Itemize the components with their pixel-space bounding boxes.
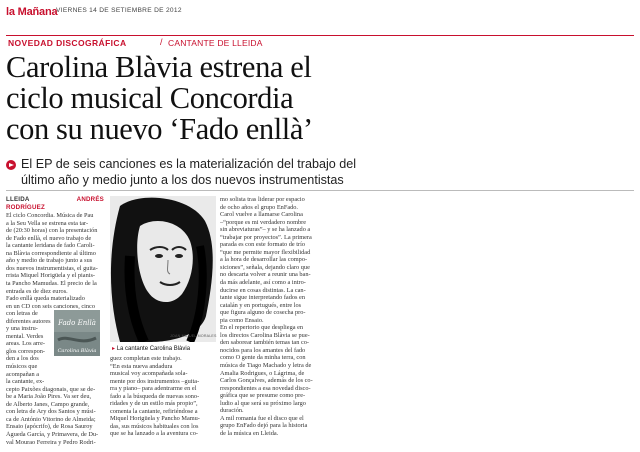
article-line: den a los dos <box>6 355 39 363</box>
article-line: ridades y de un estilo más propio”, <box>110 400 198 408</box>
article-line: la cantante, ex- <box>6 378 45 386</box>
article-line: ducirse en cosas distintas. La can- <box>220 286 306 294</box>
article-line: En el repertorio que despliega en <box>220 324 304 332</box>
article-line: de ocho años el grupo EnFado. <box>220 203 298 211</box>
article-line: Fado enllà queda materializado <box>6 295 85 303</box>
portrait-image <box>110 196 216 342</box>
article-line: areas. Los arre- <box>6 340 45 348</box>
article-line: gráfica que se presume como pre- <box>220 392 306 400</box>
deck-line: último año y medio junto a los dos nuevos instrumentistas <box>21 172 344 187</box>
article-line: –“porque es mi verdadero nombre <box>220 218 307 226</box>
article-line: acompañan a <box>6 370 40 378</box>
article-line: El ciclo Concordia. Música de Pau <box>6 212 94 220</box>
article-line: comenta la cantante, refiriéndose a <box>110 407 198 415</box>
caption-text: La cantante Carolina Blàvia <box>116 346 191 352</box>
dateline: VIERNES 14 DE SETIEMBRE DE 2012 <box>56 7 182 14</box>
caption-arrow-icon: ▸ <box>112 346 116 352</box>
article-line: ca de António Vitorino de Almeida; <box>6 415 96 423</box>
newspaper-logo: la Mañana <box>6 6 58 18</box>
photo-caption <box>112 345 190 352</box>
headline-line: Carolina Blàvia estrena el <box>6 50 312 84</box>
byline-city: LLEIDA <box>6 196 30 203</box>
article-line: “En esta nueva andadura <box>110 362 173 370</box>
article-line: “que me permite mayor flexibilidad <box>220 248 311 256</box>
article-line: de la música en Lleida. <box>220 429 279 437</box>
photo-credit: JOAN MIQUEL MORALES <box>170 334 217 338</box>
section-subtitle: CANTANTE DE LLEIDA <box>168 38 263 48</box>
article-line: da más adelante, así como a intro- <box>220 279 306 287</box>
artist-photo <box>110 196 216 342</box>
article-line: siciones”, señala, dejando claro que <box>220 263 310 271</box>
column-body <box>110 355 215 438</box>
deck <box>6 157 634 189</box>
article-line: que figura alguno de cosecha pro- <box>220 309 306 317</box>
section-kicker: NOVEDAD DISCOGRÁFICA <box>8 38 127 48</box>
article-line: A mil romania fue el disco que el <box>220 414 304 422</box>
byline-author: ANDRÉS RODRÍGUEZ <box>6 196 104 211</box>
article-line: Carol vuelve a llamarse Carolina <box>220 211 303 219</box>
article-line: la cantante leridana de fado Caroli- <box>6 242 95 250</box>
article-line: los directos Carolina Blàvia se pue- <box>220 331 310 339</box>
divider <box>6 190 634 191</box>
column-body <box>220 196 324 438</box>
article-line: catalán y en portugués, entre los <box>220 301 302 309</box>
article-line: rra y piano– para adentrarme en el <box>110 385 197 393</box>
article-line: duración. <box>220 407 244 415</box>
article-line: y una instru- <box>6 325 38 333</box>
headline <box>6 52 634 145</box>
play-bullet-icon <box>6 160 16 170</box>
article-line: val Mourao Ferreira y Pedro Rodri- <box>6 438 96 446</box>
article-line: con letras de <box>6 310 38 318</box>
section-bar <box>6 35 634 49</box>
article-line: den saborear también temas tan co- <box>220 339 309 347</box>
album-cover-image <box>54 310 100 356</box>
article-line: de Alberto Janes, Campo grande, <box>6 400 90 408</box>
article-line: na Blàvia correspondiente al último <box>6 249 96 257</box>
article-line: Águeda García, y Primavera, de Du- <box>6 430 99 438</box>
article-line: a la hora de desarrollar las compo- <box>220 256 308 264</box>
article-line: de Fado enllà, el nuevo trabajo de <box>6 234 92 242</box>
article-line: “trabajar por proyectos”. La primera <box>220 233 312 241</box>
article-line: tante sigue interpretando fados en <box>220 294 305 302</box>
article-line: be a Maria João Pires. Va ser deu, <box>6 393 92 401</box>
article-line: Ensaio (apócrifo), de Rosa Sauroy <box>6 423 93 431</box>
byline <box>6 196 104 211</box>
article-line: a la Seu Vella se estrena esta tar- <box>6 219 89 227</box>
section-separator: / <box>160 37 163 47</box>
article-line: Amalia Rodrigues, o Lágrima, de <box>220 369 305 377</box>
article-line: glos correspon- <box>6 347 45 355</box>
article-line: dos nuevos instrumentistas, el guita- <box>6 264 98 272</box>
article-line: rrespondientes a esa novedad disco- <box>220 384 311 392</box>
deck-line: El EP de seis canciones es la materialización del trabajo del <box>21 157 357 171</box>
album-cover <box>54 310 100 356</box>
article-column-2 <box>110 355 215 438</box>
article-line: cepto Paixões diagonais, que se de- <box>6 385 96 393</box>
headline-line: con su nuevo ‘Fado enllà’ <box>6 112 313 146</box>
article-line: música de Tiago Machado y letra de <box>220 362 312 370</box>
article-line: sin abreviaturas”– y se ha lanzado a <box>220 226 311 234</box>
cover-title: Fado Enllà <box>58 319 96 327</box>
article-line: en un CD con seis canciones, cinco <box>6 302 96 310</box>
article-line: de (20:30 horas) con la presentación <box>6 227 98 235</box>
article-line: que se ha lanzado a la aventura co- <box>110 430 198 438</box>
article-line: guez completan este trabajo. <box>110 355 182 362</box>
article-line: entrada es de diez euros. <box>6 287 68 295</box>
article-line: músicos que <box>6 363 38 371</box>
article-line: grupo EnFado dejó para la historia <box>220 422 308 430</box>
article-line: das, sus músicos habituales con los <box>110 422 199 430</box>
deck-text <box>21 157 633 188</box>
article-line: parada es con este formato de trío <box>220 241 305 249</box>
article-line: Miquel Horigüela y Pancho Mamu- <box>110 415 200 423</box>
article-line: musical voy acompañada sola- <box>110 370 188 378</box>
article-line: ludio al que será su próximo largo <box>220 399 306 407</box>
article-line: no descarta volver a reunir una ban- <box>220 271 311 279</box>
article-line: nocidos para los amantes del fado <box>220 346 306 354</box>
article-line: fado a la búsqueda de nuevas sono- <box>110 392 200 400</box>
article-line: mente por dos instrumentos –guita- <box>110 377 200 385</box>
article-line: Carlos Gonçalves, además de los co- <box>220 377 313 385</box>
article-line: con letra de Ary dos Santos y músi- <box>6 408 96 416</box>
article-line: mental. Verdes <box>6 332 44 340</box>
masthead <box>6 6 634 22</box>
cover-artist: Carolina Blàvia <box>57 348 97 354</box>
article-column-3 <box>220 196 324 438</box>
article-line: pia como Ensaio. <box>220 316 264 324</box>
article-line: mo solista tras liderar por espacio <box>220 196 305 203</box>
article-line: diferentes autores <box>6 317 51 325</box>
article-line: ta Pancho Mamudas. El precio de la <box>6 280 97 288</box>
headline-line: ciclo musical Concordia <box>6 81 294 115</box>
article-line: año y medio de trabajo junto a sus <box>6 257 93 265</box>
article-line: como O gente da minha terra, con <box>220 354 306 362</box>
article-line: rrista Miquel Horigüela y el pianis- <box>6 272 96 280</box>
